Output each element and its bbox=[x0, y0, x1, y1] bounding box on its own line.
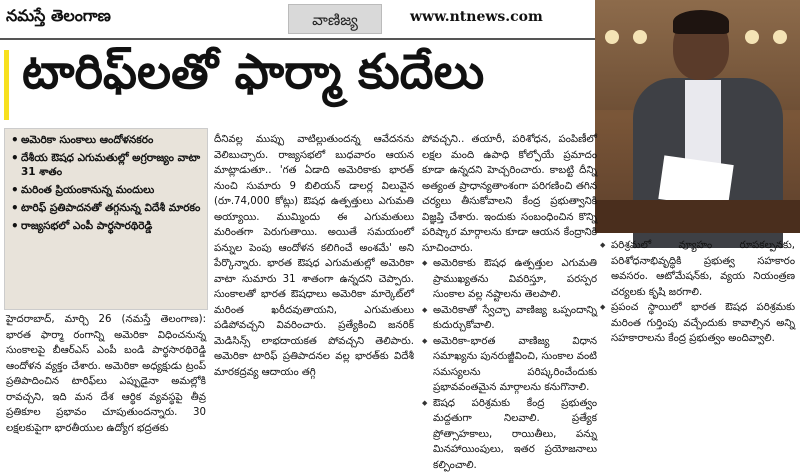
suggestion-item: ◆ అమెరికాతో స్వేచ్ఛా వాణిజ్య ఒప్పందాన్ని కుదుర్చుకోవాలి. bbox=[422, 303, 597, 334]
column-text: పోవచ్చని.. తయారీ, పరిశోధన, పంపిణీలో లక్షల మంది ఉపాధి కోల్పోయే ప్రమాదం కూడా ఉన్నదని హెచ్చరించారు. కాబట్టి దీన్ని అత్యంత ప్రాధాన్యతాంశంగా పరిగణించి తగిన చర్యలు తీసుకోవాలని కేంద్ర ప్రభుత్వానికి విజ్ఞప్తి చేశారు. ఇందుకు సంబంధించిన కొన్ని పరిష్కార మార్గాలను కూడా ఆయన కేంద్రానికి సూచించారు. bbox=[422, 132, 597, 256]
photo-lamp bbox=[605, 30, 619, 44]
highlights-box bbox=[4, 128, 208, 310]
article-column-2 bbox=[214, 132, 414, 380]
photo-lamp bbox=[633, 30, 647, 44]
photo-desk bbox=[595, 200, 800, 233]
suggestion-item: ◆ అమెరికా-భారత వాణిజ్య విధాన సమాఖ్యను పునరుజ్జీవించి, సుంకాల వంటి సమస్యలను పరిష్కరించేందుకు ప్రభావవంతమైన మార్గాలను కనుగొనాలి. bbox=[422, 334, 597, 396]
masthead bbox=[0, 0, 595, 40]
photo-lamp bbox=[745, 30, 759, 44]
headline-accent-bar bbox=[4, 50, 9, 120]
suggestion-item: ◆ ఔషధ పరిశ్రమకు కేంద్ర ప్రభుత్వం మద్దతుగా నిలవాలి. ప్రత్యేక ప్రోత్సాహకాలు, రాయితీలు, పన్ను మినహాయింపులు, ఇతర ప్రయోజనాలు కల్పించాలి. bbox=[422, 396, 597, 473]
suggestion-list bbox=[600, 238, 795, 347]
site-url: www.ntnews.com bbox=[410, 9, 543, 25]
photo-lamp bbox=[773, 30, 787, 44]
section-tab: వాణిజ్య bbox=[288, 4, 382, 34]
highlight-item: • మరింత ప్రియంకానున్న మందులు bbox=[11, 183, 203, 197]
paper-name: నమస్తే తెలంగాణ bbox=[6, 6, 111, 29]
photo-hair bbox=[673, 10, 729, 34]
column-text: హైదరాబాద్, మార్చి 26 (నమస్తే తెలంగాణ): భారత ఫార్మా రంగాన్ని అమెరికా విధించనున్న సుంకాలపై బీఆర్‌ఎస్ ఎంపీ బండి పార్థసారథిరెడ్డి ఆందోళన వ్యక్తం చేశారు. అమెరికా అధ్యక్షుడు ట్రంప్ ప్రతిపాదించిన టారిఫ్‌లు ఎప్పుడైనా అమల్లోకి రావచ్చని, ఇది మన దేశ ఆర్థిక వ్యవస్థపై తీవ్ర ప్రతికూల ప్రభావం చూపుతుందన్నారు. 30 లక్షలకుపైగా భారతీయుల ఉద్యోగ భద్రతకు bbox=[6, 312, 206, 436]
article-column-1 bbox=[6, 312, 206, 436]
suggestion-list bbox=[422, 256, 597, 473]
highlight-item: • అమెరికా సుంకాలు ఆందోళనకరం bbox=[11, 133, 203, 147]
highlight-item: • టారిఫ్ ప్రతిపాదనతో తగ్గనున్న విదేశీ మారకం bbox=[11, 201, 203, 215]
highlight-item: • దేశీయ ఔషధ ఎగుమతుల్లో అగ్రరాజ్యం వాటా 31 శాతం bbox=[11, 151, 203, 179]
suggestion-item: ◆ అమెరికాకు ఔషధ ఉత్పత్తుల ఎగుమతి ప్రాముఖ్యతను వివరిస్తూ, పరస్పర సుంకాల వల్ల నష్టాలను తెలపాలి. bbox=[422, 256, 597, 303]
suggestion-item: ◆ ప్రపంచ స్థాయిలో భారత ఔషధ పరిశ్రమకు మరింత గుర్తింపు వచ్చేందుకు కావాల్సిన అన్ని సహకారాలను కేంద్ర ప్రభుత్వం అందివ్వాలి. bbox=[600, 300, 795, 347]
headline: టారిఫ్‌లతో ఫార్మా కుదేలు bbox=[22, 44, 484, 112]
speaker-photo bbox=[595, 0, 800, 233]
highlight-item: • రాజ్యసభలో ఎంపీ పార్థసారథిరెడ్డి bbox=[11, 219, 203, 233]
article-column-3 bbox=[422, 132, 597, 473]
article-column-4 bbox=[600, 238, 795, 347]
column-text: దీనివల్ల ముప్పు వాటిల్లుతుందన్న ఆవేదనను వెలిబుచ్చారు. రాజ్యసభలో బుధవారం ఆయన మాట్లాడుతూ.. 'గత ఏడాది అమెరికాకు భారత్ నుంచి సుమారు 9 బిలియన్ డాలర్ల విలువైన (రూ.74,000 కోట్లు) ఔషధ ఉత్పత్తులు ఎగుమతి అయ్యాయి. ముమ్మిందు ఈ ఎగుమతులు మరింతగా పెరుగుతాయి. అయితే సమయంలో పన్నుల పెంపు ఆందోళన కలిగించే అంశమే' అని పేర్కొన్నారు. భారత ఔషధ ఎగుమతుల్లో అమెరికా వాటా సుమారు 31 శాతంగా ఉన్నదని చెప్పారు. సుంకాలతో భారత ఔషధాలు అమెరికా మార్కెట్‌లో మరింత ఖరీదవుతాయని, ఎగుమతులు పడిపోవచ్చని వివరించారు. ప్రత్యేకించి జనరిక్ మెడిసిన్స్ లాభదాయకత పోవచ్చని తెలిపారు. అమెరికా టారిఫ్ ప్రతిపాదనల వల్ల భారత్‌కు విదేశీ మారకద్రవ్య ఆదాయం తగ్గి bbox=[214, 132, 414, 380]
suggestion-item: ◆ పరిశ్రమలో వ్యూహం రూపకల్పనకు, పరిశోధనాభివృద్ధికి ప్రభుత్వ సహకారం అవసరం. ఆటోమేషన్‌కు, వ్యయ నియంత్రణ చర్యలకు కృషి జరగాలి. bbox=[600, 238, 795, 300]
masthead-rule bbox=[0, 38, 595, 40]
